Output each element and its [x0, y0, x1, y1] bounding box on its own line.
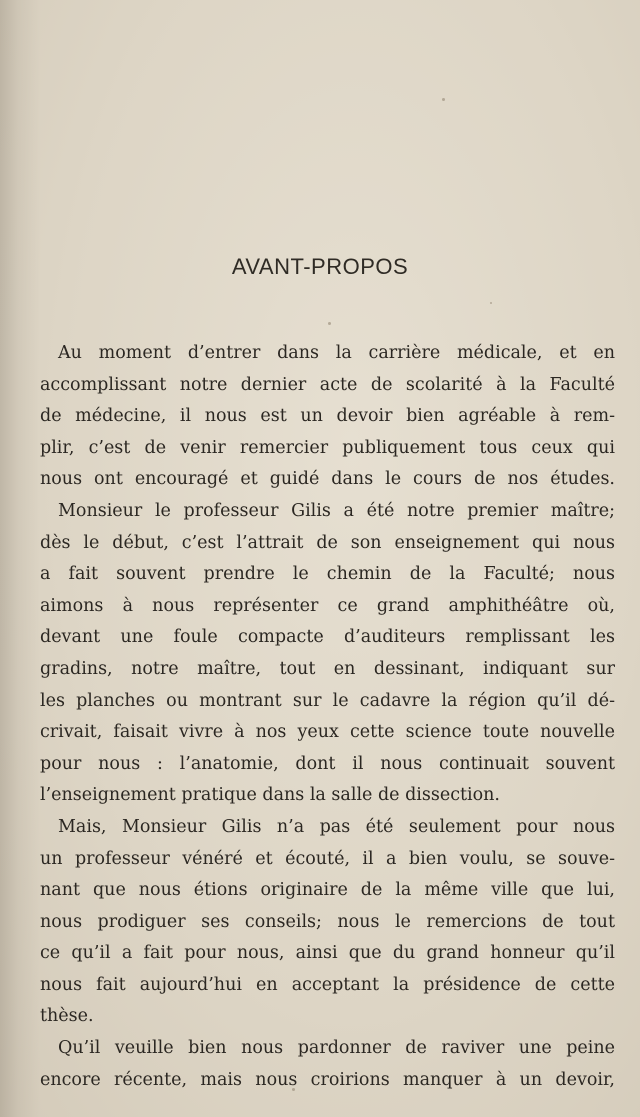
- text-line: l’enseignement pratique dans la salle de dissection.: [40, 785, 500, 806]
- page-title: AVANT-PROPOS: [231, 254, 409, 279]
- text-line: plir, c’est de venir remercier publiquement tous ceux qui: [40, 437, 615, 458]
- text-line: Au moment d’entrer dans la carrière médicale, et en: [58, 343, 615, 363]
- paper-speck: [490, 302, 492, 304]
- text-line: thèse.: [40, 1006, 94, 1027]
- text-line: accomplissant notre dernier acte de scolarité à la Faculté: [40, 374, 615, 395]
- text-line: Mais, Monsieur Gilis n’a pas été seulement pour nous: [58, 816, 615, 837]
- text-line: ce qu’il a fait pour nous, ainsi que du grand honneur qu’il: [40, 943, 615, 964]
- paper-speck: [442, 98, 445, 101]
- text-line: Qu’il veuille bien nous pardonner de raviver une peine: [58, 1038, 615, 1059]
- text-line: Monsieur le professeur Gilis a été notre premier maître;: [58, 500, 615, 521]
- text-line: a fait souvent prendre le chemin de la Faculté; nous: [40, 564, 615, 585]
- text-line: de médecine, il nous est un devoir bien agréable à rem-: [40, 406, 615, 427]
- body-text: [40, 338, 615, 1096]
- text-line: devant une foule compacte d’auditeurs remplissant les: [40, 627, 615, 648]
- text-line: aimons à nous représenter ce grand amphithéâtre où,: [40, 595, 615, 616]
- text-line: dès le début, c’est l’attrait de son enseignement qui nous: [40, 532, 615, 553]
- text-line: nous ont encouragé et guidé dans le cours de nos études.: [40, 469, 615, 490]
- text-line: nant que nous étions originaire de la même ville que lui,: [40, 880, 615, 901]
- text-line: pour nous : l’anatomie, dont il nous continuait souvent: [40, 753, 615, 774]
- text-line: gradins, notre maître, tout en dessinant, indiquant sur: [40, 658, 615, 679]
- text-line: un professeur vénéré et écouté, il a bien voulu, se souve-: [40, 848, 615, 869]
- text-line: les planches ou montrant sur le cadavre la région qu’il dé-: [40, 690, 615, 711]
- text-line: encore récente, mais nous croirions manquer à un devoir,: [40, 1069, 615, 1090]
- text-line: nous prodiguer ses conseils; nous le remercions de tout: [40, 911, 615, 932]
- paper-speck: [328, 322, 331, 325]
- text-line: nous fait aujourd’hui en acceptant la présidence de cette: [40, 974, 615, 995]
- text-line: crivait, faisait vivre à nos yeux cette science toute nouvelle: [40, 722, 615, 743]
